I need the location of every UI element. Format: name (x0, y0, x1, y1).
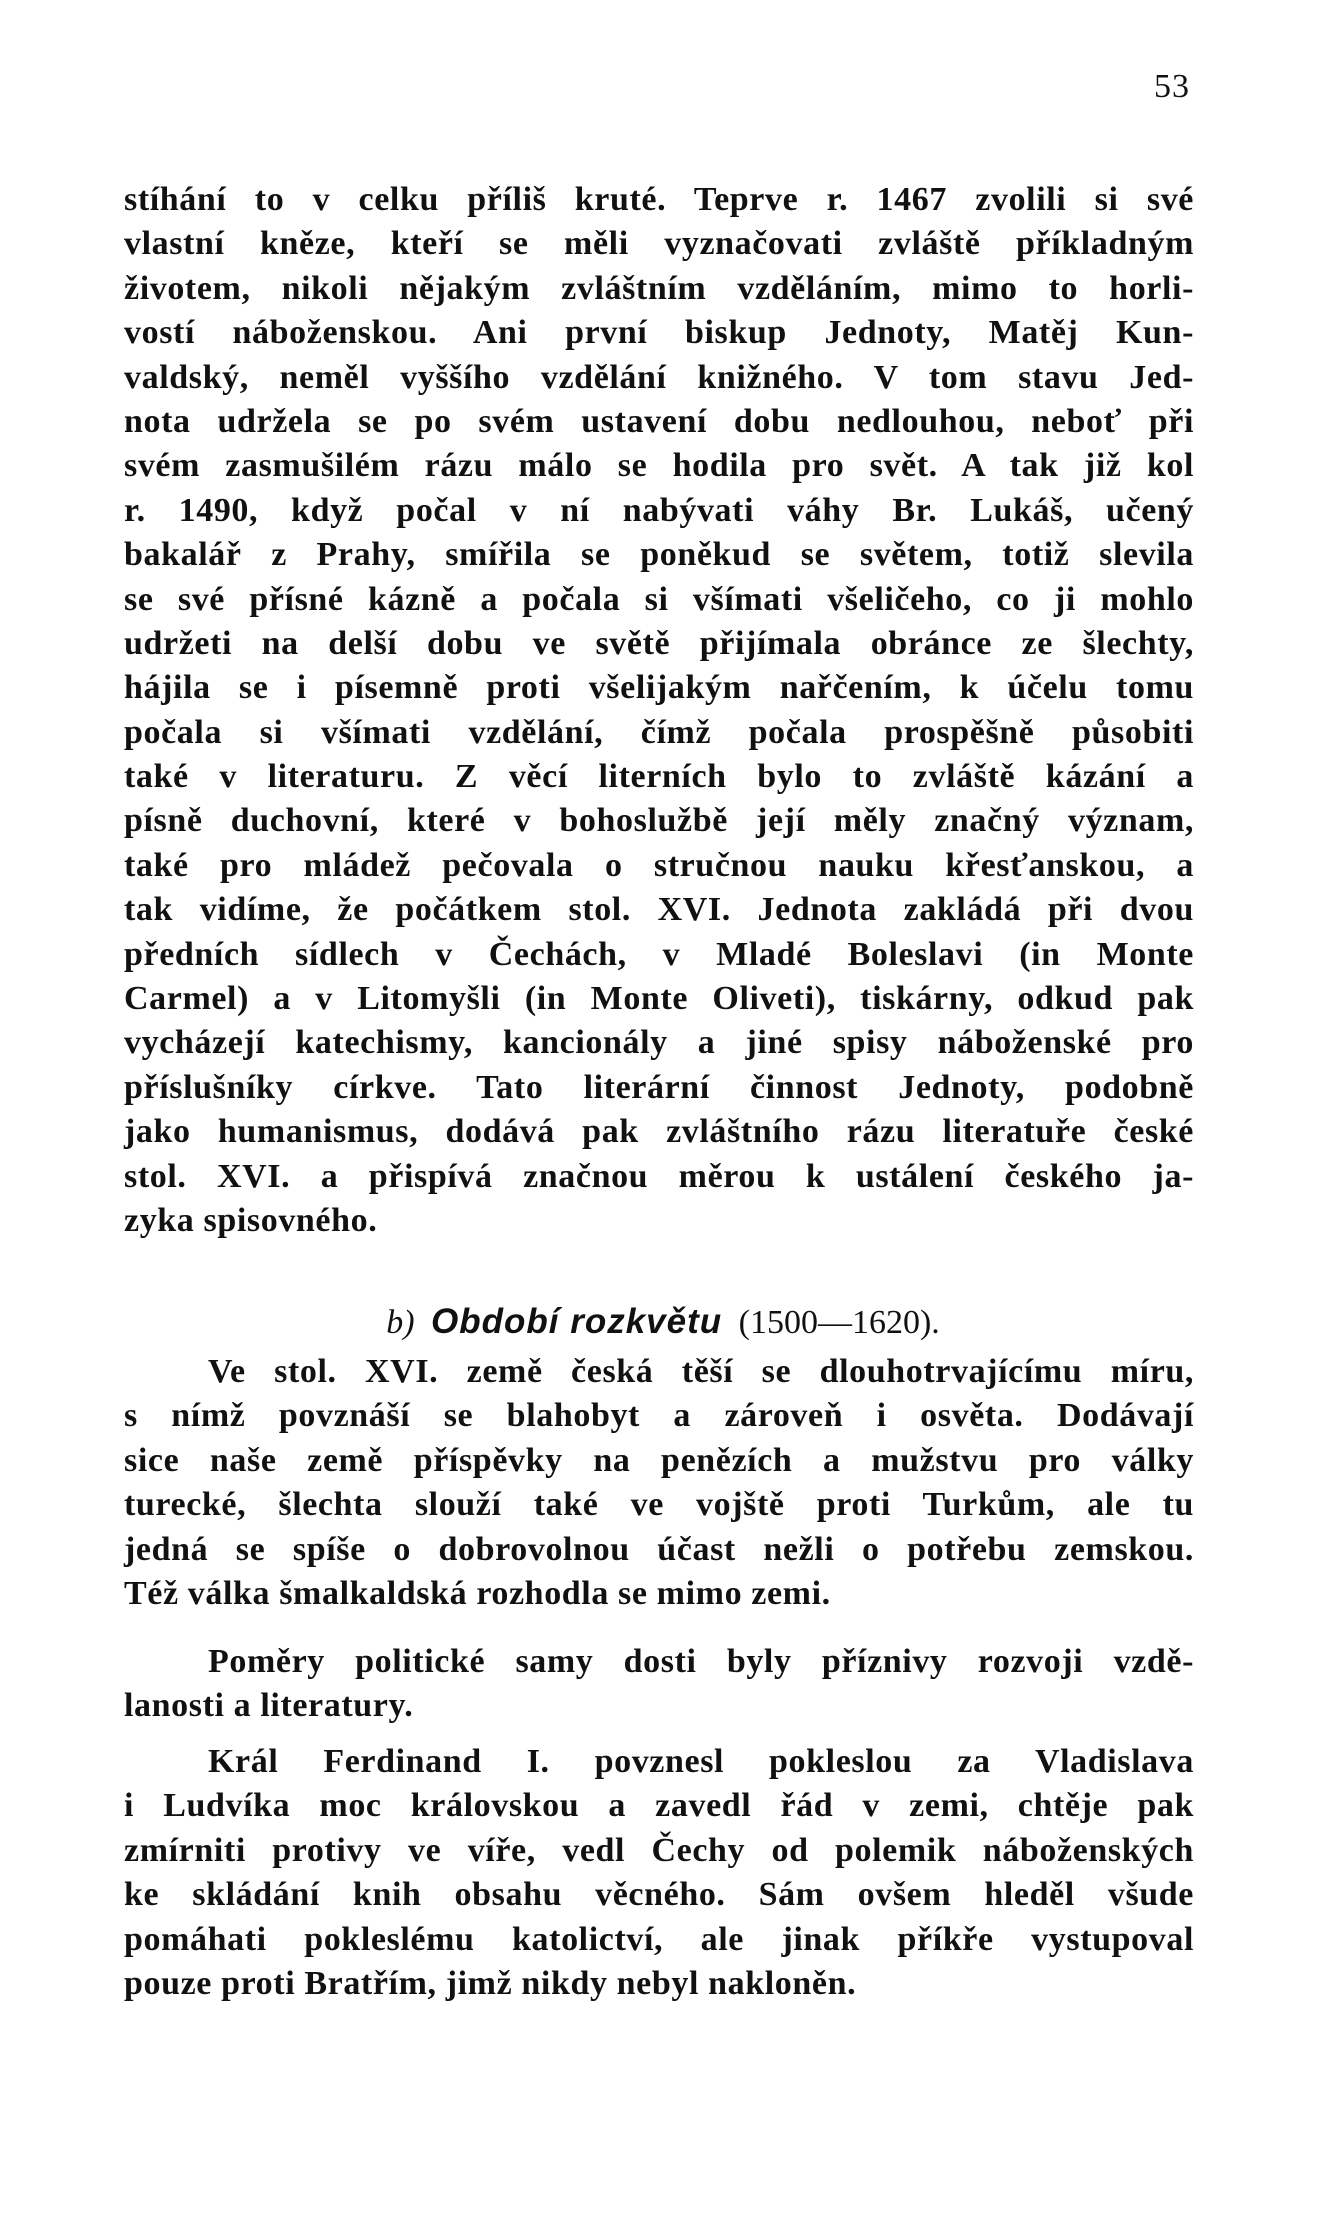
text-line: předních sídlech v Čechách, v Mladé Boleslavi (in Monte (124, 935, 1194, 973)
section-heading-range: (1500—1620). (738, 1304, 940, 1341)
text-line: počala si všímati vzdělání, čímž počala prospěšně působiti (124, 713, 1194, 751)
text-line: písně duchovní, které v bohoslužbě její měly značný význam, (124, 802, 1194, 840)
text-line: ke skládání knih obsahu věcného. Sám ovšem hleděl všude (124, 1876, 1194, 1914)
page-number: 53 (1154, 68, 1190, 105)
text-line: jedná se spíše o dobrovolnou účast nežli o potřebu zemskou. (124, 1530, 1194, 1568)
text-line: Poměry politické samy dosti byly příznivy rozvoji vzdě- (208, 1643, 1194, 1680)
text-line: stíhání to v celku příliš kruté. Teprve r. 1467 zvolili si své (124, 181, 1194, 218)
text-line: udržeti na delší dobu ve světě přijímala obránce ze šlechty, (124, 624, 1194, 662)
text-line: r. 1490, když počal v ní nabývati váhy Br. Lukáš, učený (124, 491, 1194, 529)
text-line: vostí náboženskou. Ani první biskup Jednoty, Matěj Kun- (124, 314, 1194, 352)
text-line: tak vidíme, že počátkem stol. XVI. Jednota zakládá při dvou (124, 891, 1194, 929)
text-line: stol. XVI. a přispívá značnou měrou k ustálení českého ja- (124, 1157, 1194, 1195)
text-line: i Ludvíka moc královskou a zavedl řád v zemi, chtěje pak (124, 1787, 1194, 1825)
text-line: svém zasmušilém rázu málo se hodila pro svět. A tak již kol (124, 447, 1194, 485)
text-line: také v literaturu. Z věcí literních bylo to zvláště kázání a (124, 758, 1194, 796)
text-line: Ve stol. XVI. země česká těší se dlouhotrvajícímu míru, (208, 1353, 1194, 1390)
section-heading (0, 1298, 1326, 1347)
text-line: valdský, neměl vyššího vzdělání knižného. V tom stavu Jed- (124, 358, 1194, 396)
text-line: hájila se i písemně proti všelijakým nařčením, k účelu tomu (124, 669, 1194, 707)
text-line: vycházejí katechismy, kancionály a jiné spisy náboženské pro (124, 1024, 1194, 1062)
paragraph-3 (124, 1640, 1194, 1729)
paragraph-4 (124, 1740, 1194, 2006)
text-line: se své přísné kázně a počala si všímati všeličeho, co ji mohlo (124, 580, 1194, 618)
text-line: s nímž povznáší se blahobyt a zároveň i osvěta. Dodávají (124, 1397, 1194, 1435)
section-heading-letter: b) (386, 1304, 415, 1341)
text-line: jako humanismus, dodává pak zvláštního rázu literatuře české (124, 1113, 1194, 1151)
paragraph-1 (124, 178, 1194, 1243)
text-line: sice naše země příspěvky na penězích a mužstvu pro války (124, 1441, 1194, 1479)
section-heading-title: Období rozkvětu (431, 1302, 723, 1341)
paragraph-2 (124, 1350, 1194, 1616)
text-line: lanosti a literatury. (124, 1687, 414, 1725)
text-line: zyka spisovného. (124, 1201, 378, 1239)
text-line: pouze proti Bratřím, jimž nikdy nebyl nakloněn. (124, 1964, 857, 2002)
text-line: turecké, šlechta slouží také ve vojště proti Turkům, ale tu (124, 1486, 1194, 1524)
text-line: pomáhati pokleslému katolictví, ale jinak příkře vystupoval (124, 1920, 1194, 1958)
text-line: bakalář z Prahy, smířila se poněkud se světem, totiž slevila (124, 536, 1194, 574)
text-line: vlastní kněze, kteří se měli vyznačovati zvláště příkladným (124, 225, 1194, 263)
text-line: nota udržela se po svém ustavení dobu nedlouhou, neboť při (124, 402, 1194, 440)
text-line: zmírniti protivy ve víře, vedl Čechy od polemik náboženských (124, 1831, 1194, 1869)
text-line: životem, nikoli nějakým zvláštním vzděláním, mimo to horli- (124, 269, 1194, 307)
text-line: příslušníky církve. Tato literární činnost Jednoty, podobně (124, 1068, 1194, 1106)
text-line: Též válka šmalkaldská rozhodla se mimo zemi. (124, 1574, 831, 1612)
text-line: také pro mládež pečovala o stručnou nauku křesťanskou, a (124, 846, 1194, 884)
text-line: Král Ferdinand I. povznesl pokleslou za Vladislava (208, 1743, 1194, 1780)
text-line: Carmel) a v Litomyšli (in Monte Oliveti), tiskárny, odkud pak (124, 980, 1194, 1018)
